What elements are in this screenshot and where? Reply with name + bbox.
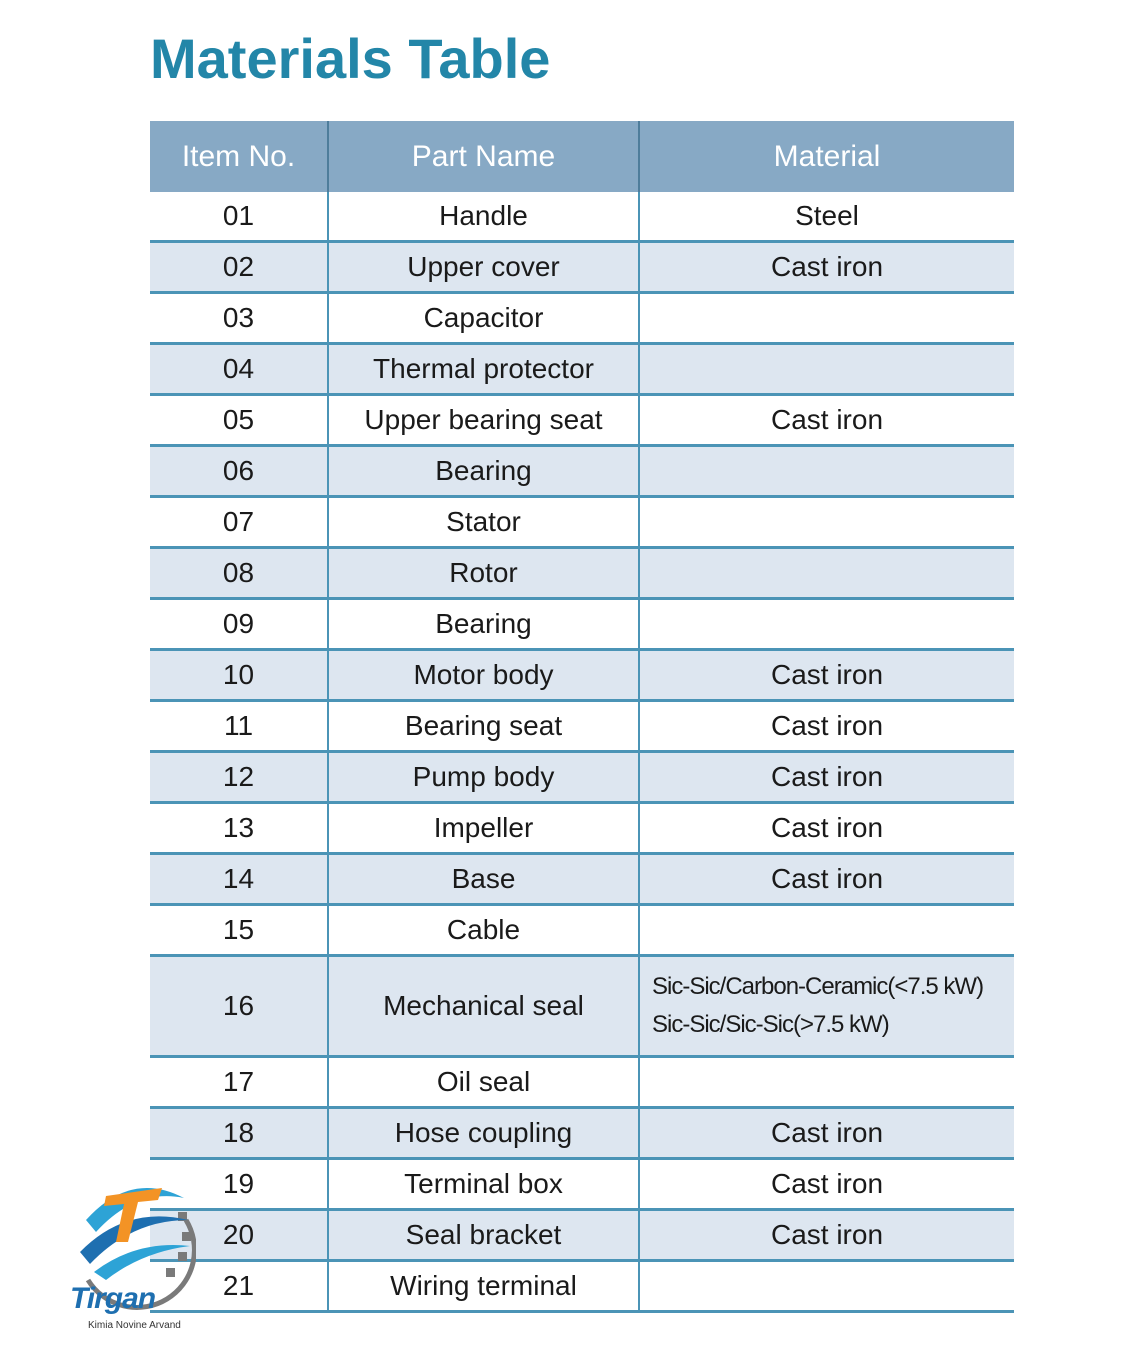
- material-cell: Cast iron: [639, 1108, 1014, 1159]
- part-name-cell: Thermal protector: [328, 344, 639, 395]
- part-name-cell: Mechanical seal: [328, 956, 639, 1057]
- material-line: Sic-Sic/Sic-Sic(>7.5 kW): [652, 1011, 889, 1038]
- material-cell: Cast iron: [639, 650, 1014, 701]
- part-name-cell: Terminal box: [328, 1159, 639, 1210]
- material-cell: [639, 548, 1014, 599]
- table-row: [150, 497, 1014, 548]
- part-name-cell: Stator: [328, 497, 639, 548]
- item-no-cell: 09: [150, 599, 328, 650]
- material-cell: Steel: [639, 192, 1014, 242]
- part-name-cell: Wiring terminal: [328, 1261, 639, 1312]
- material-line: Sic-Sic/Carbon-Ceramic(<7.5 kW): [652, 973, 984, 1000]
- part-name-cell: Rotor: [328, 548, 639, 599]
- material-cell: Cast iron: [639, 395, 1014, 446]
- item-no-cell: 10: [150, 650, 328, 701]
- table-row: [150, 905, 1014, 956]
- table-header-row: [150, 121, 1014, 192]
- material-cell: [639, 905, 1014, 956]
- item-no-cell: 02: [150, 242, 328, 293]
- material-cell: Cast iron: [639, 1159, 1014, 1210]
- material-cell: Cast iron: [639, 752, 1014, 803]
- table-row: [150, 548, 1014, 599]
- part-name-cell: Seal bracket: [328, 1210, 639, 1261]
- item-no-cell: 08: [150, 548, 328, 599]
- item-no-cell: 16: [150, 956, 328, 1057]
- header-part-name: Part Name: [328, 121, 639, 192]
- item-no-cell: 03: [150, 293, 328, 344]
- part-name-cell: Impeller: [328, 803, 639, 854]
- table-row: [150, 1108, 1014, 1159]
- material-cell: Cast iron: [639, 1210, 1014, 1261]
- item-no-cell: 15: [150, 905, 328, 956]
- item-no-cell: 14: [150, 854, 328, 905]
- material-cell: Cast iron: [639, 701, 1014, 752]
- material-cell: [639, 1057, 1014, 1108]
- part-name-cell: Handle: [328, 192, 639, 242]
- material-cell: [639, 1261, 1014, 1312]
- table-row: [150, 803, 1014, 854]
- item-no-cell: 21: [150, 1261, 328, 1312]
- material-cell: [639, 293, 1014, 344]
- table-row: [150, 344, 1014, 395]
- material-cell: Cast iron: [639, 854, 1014, 905]
- header-material: Material: [639, 121, 1014, 192]
- part-name-cell: Upper cover: [328, 242, 639, 293]
- header-item-no: Item No.: [150, 121, 328, 192]
- table-row: [150, 650, 1014, 701]
- material-cell: [639, 599, 1014, 650]
- logo-subtitle: Kimia Novine Arvand: [88, 1320, 181, 1331]
- part-name-cell: Cable: [328, 905, 639, 956]
- material-cell: [639, 446, 1014, 497]
- table-row: [150, 1261, 1014, 1312]
- table-row: [150, 395, 1014, 446]
- item-no-cell: 11: [150, 701, 328, 752]
- table-row: [150, 293, 1014, 344]
- part-name-cell: Base: [328, 854, 639, 905]
- table-row: [150, 752, 1014, 803]
- part-name-cell: Bearing: [328, 446, 639, 497]
- table-row: [150, 192, 1014, 242]
- table-row: [150, 1057, 1014, 1108]
- material-cell: Cast iron: [639, 242, 1014, 293]
- materials-table: [150, 121, 1014, 1313]
- part-name-cell: Upper bearing seat: [328, 395, 639, 446]
- table-row: [150, 854, 1014, 905]
- item-no-cell: 06: [150, 446, 328, 497]
- item-no-cell: 13: [150, 803, 328, 854]
- table-row: [150, 701, 1014, 752]
- part-name-cell: Motor body: [328, 650, 639, 701]
- item-no-cell: 19: [150, 1159, 328, 1210]
- part-name-cell: Pump body: [328, 752, 639, 803]
- table-row: [150, 599, 1014, 650]
- material-cell: [639, 497, 1014, 548]
- item-no-cell: 12: [150, 752, 328, 803]
- item-no-cell: 20: [150, 1210, 328, 1261]
- part-name-cell: Hose coupling: [328, 1108, 639, 1159]
- part-name-cell: Bearing seat: [328, 701, 639, 752]
- table-row: [150, 1210, 1014, 1261]
- table-row: [150, 242, 1014, 293]
- page-title: Materials Table: [150, 27, 551, 90]
- item-no-cell: 05: [150, 395, 328, 446]
- material-cell: [639, 956, 1014, 1057]
- material-cell: Cast iron: [639, 803, 1014, 854]
- item-no-cell: 01: [150, 192, 328, 242]
- item-no-cell: 07: [150, 497, 328, 548]
- table-row: [150, 1159, 1014, 1210]
- item-no-cell: 18: [150, 1108, 328, 1159]
- material-cell: [639, 344, 1014, 395]
- part-name-cell: Capacitor: [328, 293, 639, 344]
- part-name-cell: Bearing: [328, 599, 639, 650]
- item-no-cell: 17: [150, 1057, 328, 1108]
- item-no-cell: 04: [150, 344, 328, 395]
- table-row: [150, 446, 1014, 497]
- table-row: [150, 956, 1014, 1057]
- part-name-cell: Oil seal: [328, 1057, 639, 1108]
- logo-wordmark: Tirgan: [70, 1282, 156, 1315]
